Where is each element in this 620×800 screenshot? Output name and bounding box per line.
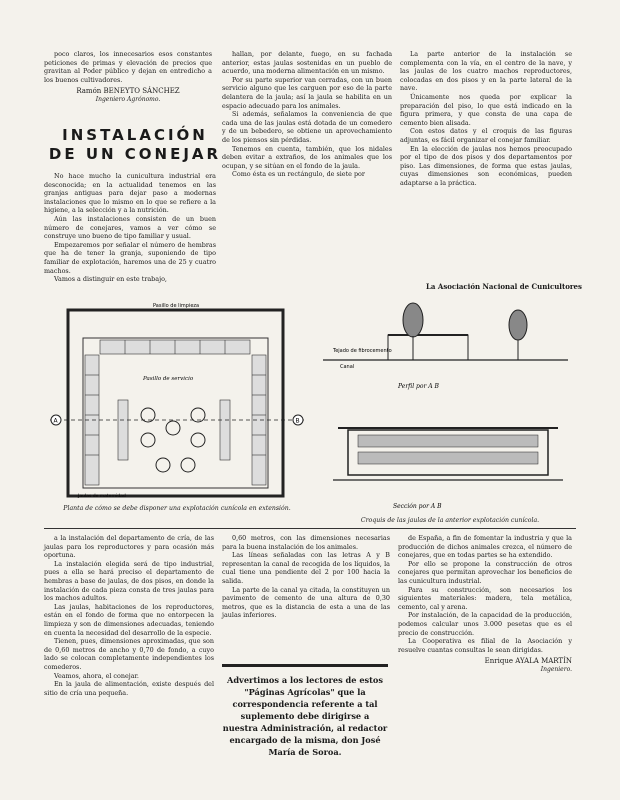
paragraph: Vamos a distinguir en este trabajo, (54, 275, 167, 284)
floor-plan-drawing (48, 300, 306, 500)
paragraph: de España, a fin de fomentar la industria y que la producción de dichos animales crezca, el número de conejares, que en todas partes se ha extendido. (398, 534, 572, 560)
paragraph: No hace mucho la cunicultura industrial era desconocida; en la actualidad tenemos en las granjas antiguas para dejar paso a modernas instalaciones que lo mismo en lo que se refiere a la higiene, a la selección y a la nutrición. (44, 172, 216, 215)
lower-column-1 (44, 534, 214, 697)
author2-name: Enrique AYALA MARTÍN (484, 657, 572, 666)
author2-signature (398, 657, 572, 674)
title-line-1: INSTALACIÓN (62, 126, 208, 144)
section-top-label: Tejado de fibrocemento (333, 348, 392, 354)
plan-label-a: A (53, 417, 58, 425)
paragraph: Tienen, pues, dimensiones aproximadas, que son de 0,60 metros de ancho y 0,70 de fondo, a cuyo lado se colocan completamente independientes los comederos. (44, 637, 214, 671)
section-drawing (318, 300, 576, 515)
article-title (45, 126, 225, 164)
paragraph: Con estos datos y el croquis de las figuras adjuntas, es fácil organizar el conejar familiar. (400, 127, 572, 144)
plan-label-b: B (295, 417, 300, 425)
paragraph: En la elección de jaulas nos hemos preocupado por el tipo de dos pisos y dos departamentos por piso. Las dimensiones, de forma que estas jaulas, cuyas dimensiones son económicas, pueden adaptarse a la práctica. (400, 144, 572, 187)
lower-column-3 (398, 534, 572, 675)
paragraph: 0,60 metros, con las dimensiones necesarias para la buena instalación de los animales. (222, 534, 390, 551)
column-2 (222, 50, 392, 179)
plan-top-label: Pasillo de limpieza (153, 303, 200, 309)
paragraph: Por su parte superior van cerradas, con un buen servicio alguno que les carguen por eso de la parte delantera de la jaula; así la jaula se habilita en un espacio adecuado para los animales. (222, 75, 392, 110)
lower-column-2 (222, 534, 390, 620)
paragraph: Veamos, ahora, el conejar. (54, 671, 139, 680)
section-caption: Croquis de las jaulas de la anterior explotación cunícola. (360, 517, 540, 524)
paragraph: La instalación elegida será de tipo industrial, pues a ella se hará preciso el departamento de hembras a base de jaulas, de dos pisos, en donde la instalación de cada pieza consta de tres jaulas para los machos adultos. (44, 559, 214, 603)
paragraph: Si además, señalamos la conveniencia de que cada una de las jaulas está dotada de un comedero y de un bebedero, se obtiene un aprovechamiento de los piensos sin pérdidas. (222, 110, 392, 144)
title-line-2: DE UN CONEJAR (48, 145, 222, 163)
author2-role: Ingeniero. (540, 665, 572, 673)
paragraph: Únicamente nos queda por explicar la preparación del piso, lo que está indicado en la figura primera, y que consta de una capa de cemento bien alisada. (400, 92, 572, 127)
paragraph: La Cooperativa es filial de la Asociación y resuelve cuantas consultas le sean dirigidas. (398, 637, 572, 654)
paragraph: Las líneas señaladas con las letras A y B representan la canal de recogida de los líquidos, la cual tiene una pendiente del 2 por 100 hacia la salida. (222, 551, 390, 585)
paragraph: Como ésta es un rectángulo, de siete por (232, 170, 365, 179)
plan-center-label: Pasillo de servicio (143, 376, 194, 382)
intro-paragraph: poco claros, los innecesarios esos constantes peticiones de primas y elevación de precios que gravitan al Poder público y dejan en entredicho a los buenos cultivadores. (44, 50, 212, 84)
plan-bottom-label: Jaulas de maternidad (78, 494, 126, 499)
association-line: La Asociación Nacional de Cunicultores (426, 282, 582, 291)
paragraph: En la jaula de alimentación, existe después del sitio de cría una pequeña. (44, 680, 214, 697)
paragraph: Empezaremos por señalar el número de hembras que ha de tener la granja, suponiendo de tipo familiar de explotación, haremos una de 25 y cuatro machos. (44, 240, 216, 275)
paragraph: hallan, por delante, fuego, en su fachada anterior, estas jaulas sostenidas en un pueblo de acuerdo, una moderna alimentación en un mismo. (222, 50, 392, 76)
section-cut-label: Sección por A B (393, 503, 442, 510)
paragraph: Por ello se propone la construcción de otros conejares que permitan aprovechar los beneficios de las cunicultura industrial. (398, 559, 572, 585)
paragraph: Las jaulas, habitaciones de los reproductores, están en el fondo de forma que no entorpecen la limpieza y son de dimensiones adecuadas, teniendo en cuenta la necesidad del desarrollo de la especie. (44, 602, 214, 637)
section-figure (318, 300, 576, 515)
author-signature (44, 87, 212, 104)
author-name: Ramón BENEYTO SÁNCHEZ (76, 87, 180, 96)
author-role: Ingeniero Agrónomo. (95, 95, 161, 103)
notice-box: Advertimos a los lectores de estos "Páginas Agrícolas" que la correspondencia referente a tal suplemento debe dirigirse a nuestra Administración, al redactor encargado de la misma, don José María de Soroa. (222, 664, 388, 758)
intro-column (44, 50, 212, 105)
paragraph: Tenemos en cuenta, también, que los nidales deben evitar a extraños, de los animales que los ocupan, y se sitúan en el fondo de la jaula. (222, 144, 392, 170)
paragraph: a la instalación del departamento de cría, de las jaulas para los reproductores y para ocasión más oportuna. (44, 534, 214, 560)
section-divider (44, 528, 576, 529)
column-3 (400, 50, 572, 188)
paragraph: Aún las instalaciones consisten de un buen número de conejares, vamos a ver cómo se construye uno bueno de tipo familiar y usual. (44, 214, 216, 241)
paragraph: La parte de la canal ya citada, la constituyen un pavimento de cemento de una altura de 0,30 metros, que es la distancia de esta a una de las jaulas inferiores. (222, 585, 390, 620)
column-1 (44, 172, 216, 284)
paragraph: Por instalación, de la capacidad de la producción, podemos calcular unos 3.000 pesetas que es el precio de construcción. (398, 611, 572, 637)
section-profile-label: Perfil por A B (398, 383, 439, 390)
section-ground-label: Canal (340, 364, 355, 370)
paragraph: La parte anterior de la instalación se complementa con la vía, en el centro de la nave, y las jaulas de los cuatro machos reproductores, colocadas en dos pisos y en la parte lateral de la nave. (400, 50, 572, 93)
paragraph: Para su construcción, son necesarios los siguientes materiales: madera, tela metálica, cemento, cal y arena. (398, 585, 572, 611)
plan-caption: Planta de cómo se debe disponer una explotación cunícola en extensión. (63, 505, 291, 512)
floor-plan-figure (48, 300, 306, 500)
